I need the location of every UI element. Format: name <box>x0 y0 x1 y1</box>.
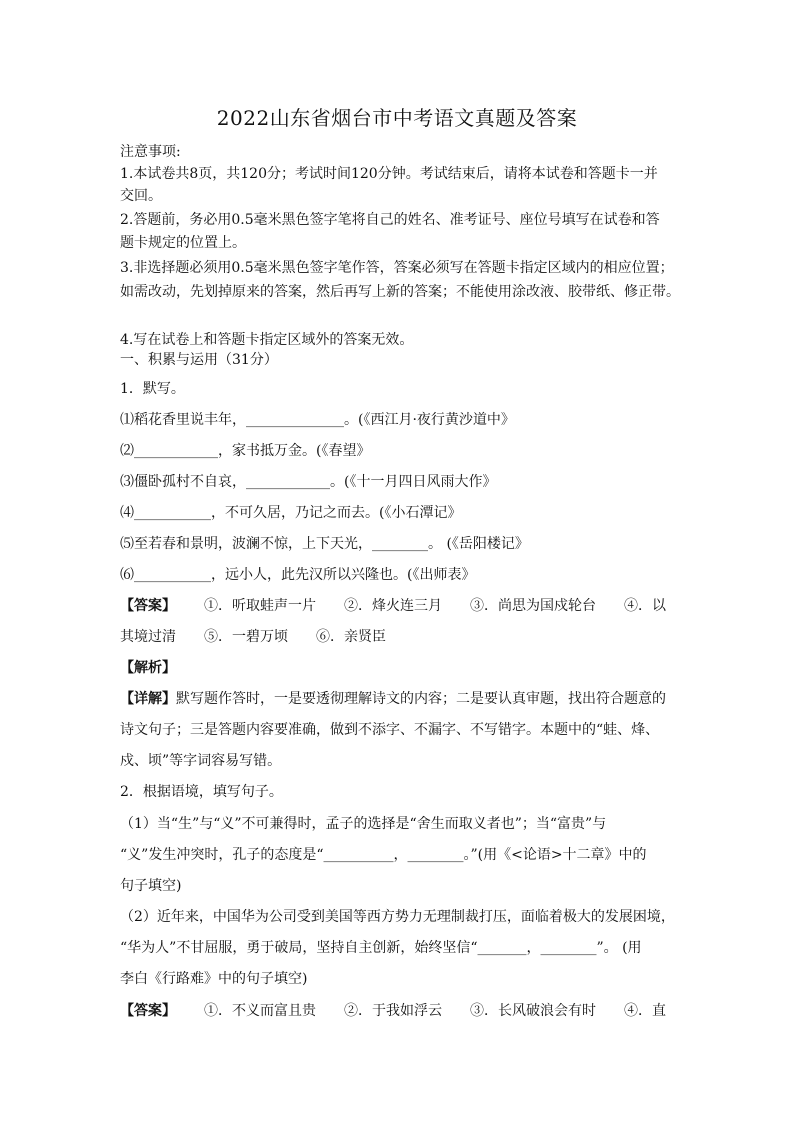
q2-answer-3: ③．长风破浪会有时 <box>470 1003 596 1019</box>
answer-4: ④．以 <box>624 598 666 614</box>
q2-sub2-line-2: “华为人”不甘屈服，勇于破局，坚持自主创新，始终坚信“_______，________”。 (用 <box>120 940 642 956</box>
q1-item-5: ⑸至若春和景明，波澜不惊，上下天光，________。 (《岳阳楼记》 <box>120 536 529 552</box>
q1-item-1: ⑴稻花香里说丰年，______________。(《西江月·夜行黄沙道中》 <box>120 412 515 428</box>
q1-item-6: ⑹___________，远小人，此先汉所以兴隆也。(《出师表》 <box>120 567 476 583</box>
notice-line-6: 如需改动，先划掉原来的答案，然后再写上新的答案；不能使用涂改液、胶带纸、修正带。 <box>120 284 680 300</box>
q1-answer-line <box>120 596 680 616</box>
answer-label: 【答案】 <box>120 598 176 614</box>
notice-line-1: 1.本试卷共8页，共120分；考试时间120分钟。考试结束后，请将本试卷和答题卡一并 <box>120 166 658 182</box>
q2-answer-line <box>120 1001 680 1021</box>
q2-sub2-line-1: （2）近年来，中国华为公司受到美国等西方势力无理制裁打压，面临着极大的发展困境， <box>120 909 675 925</box>
answer-5: ⑤．一碧万顷 <box>204 629 288 645</box>
document-title: 2022山东省烟台市中考语文真题及答案 <box>216 106 578 130</box>
answer-3: ③．尚思为国戍轮台 <box>470 598 596 614</box>
q2-stem: 2．根据语境，填写句子。 <box>120 784 283 800</box>
notice-line-2: 交回。 <box>120 188 162 204</box>
q2-sub1-line-3: 句子填空) <box>120 878 182 894</box>
q1-item-3: ⑶僵卧孤村不自哀，____________。(《十一月四日风雨大作》 <box>120 474 497 490</box>
q1-answer-line-2 <box>120 627 680 647</box>
detail-line-1 <box>120 689 680 709</box>
q2-answer-2: ②．于我如浮云 <box>344 1003 442 1019</box>
q1-item-2: ⑵____________，家书抵万金。(《春望》 <box>120 443 371 459</box>
detail-label: 【详解】 <box>120 691 176 707</box>
analysis-label: 【解析】 <box>120 660 176 676</box>
detail-text-1: 默写题作答时，一是要透彻理解诗文的内容；二是要认真审题，找出符合题意的 <box>176 691 666 707</box>
answer-6: ⑥．亲贤臣 <box>316 629 386 645</box>
q1-item-4: ⑷___________，不可久居，乃记之而去。(《小石潭记》 <box>120 505 462 521</box>
q2-sub1-line-1: （1）当“生”与“义”不可兼得时，孟子的选择是“舍生而取义者也”；当“富贵”与 <box>120 816 607 832</box>
q2-answer-1: ①．不义而富且贵 <box>204 1003 316 1019</box>
detail-line-2: 诗文句子；三是答题内容要准确，做到不添字、不漏字、不写错字。本题中的“蛙、烽、 <box>120 722 660 738</box>
q2-answer-4: ④．直 <box>624 1003 666 1019</box>
notice-line-3: 2.答题前，务必用0.5毫米黑色签字笔将自己的姓名、准考证号、座位号填写在试卷和答 <box>120 212 660 228</box>
detail-line-3: 戍、顷”等字词容易写错。 <box>120 753 282 769</box>
notice-line-7: 4.写在试卷上和答题卡指定区域外的答案无效。 <box>120 332 414 348</box>
notice-heading: 注意事项: <box>120 144 181 160</box>
q2-sub2-line-3: 李白《行路难》中的句子填空) <box>120 971 308 987</box>
answer-1: ①．听取蛙声一片 <box>204 598 316 614</box>
answer-2: ②．烽火连三月 <box>344 598 442 614</box>
q1-stem: 1．默写。 <box>120 381 185 397</box>
q2-answer-label: 【答案】 <box>120 1003 176 1019</box>
notice-line-4: 题卡规定的位置上。 <box>120 235 246 251</box>
q2-sub1-line-2: “义”发生冲突时，孔子的态度是“__________，________。”(用《<论语>十二章》中的 <box>120 847 647 863</box>
answer-4-cont: 其境过清 <box>120 629 176 645</box>
section-heading: 一、积累与运用（31分） <box>120 352 278 368</box>
notice-line-5: 3.非选择题必须用0.5毫米黑色签字笔作答，答案必须写在答题卡指定区域内的相应位置； <box>120 260 674 276</box>
